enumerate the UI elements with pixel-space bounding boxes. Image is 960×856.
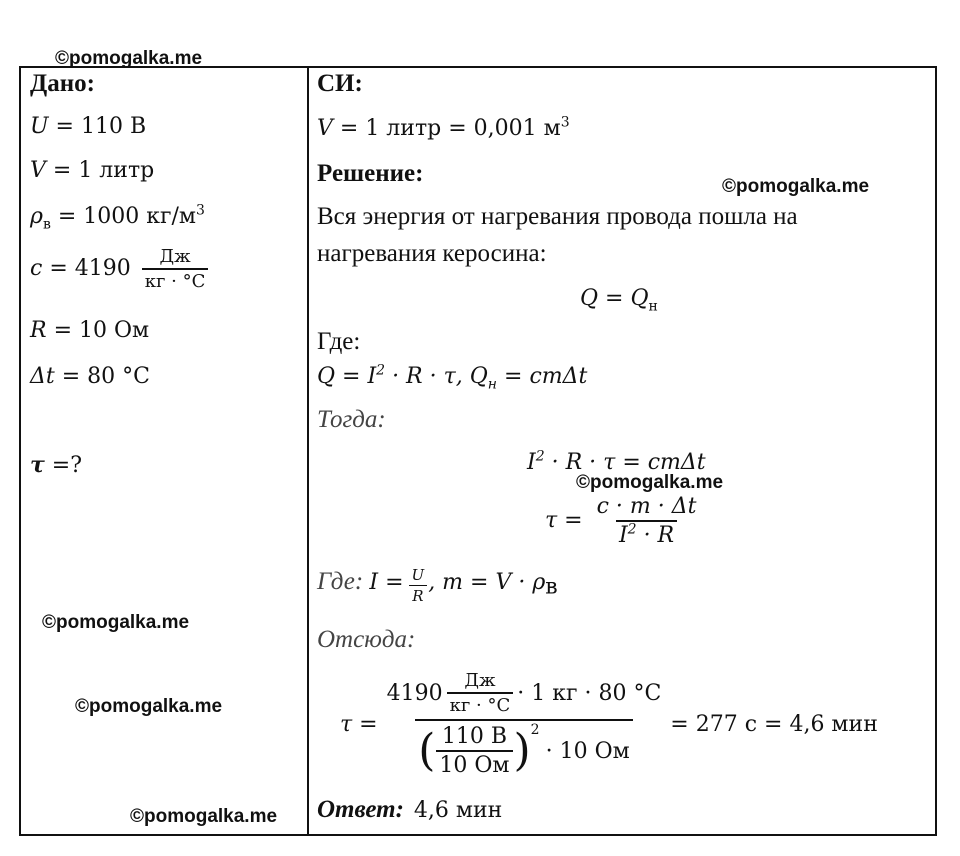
given-header: Дано: [30, 70, 95, 97]
equation-Q-equals-Qn: $Q = Q_н$ [580, 286, 658, 315]
watermark: ©pomogalka.me [75, 696, 223, 717]
watermark: ©pomogalka.me [42, 612, 190, 633]
given-V: V = 1 литр [30, 158, 155, 183]
given-dt: Δt = 80 °С [30, 364, 150, 389]
where-label: Где: [317, 328, 361, 355]
hence-label: Отсюда: [317, 626, 416, 653]
solution-text-line2: нагревания керосина: [317, 240, 547, 267]
equation-heat-formulas: $Q = I^2 \cdot R \cdot \tau$, $Q_н = cm\Delta t$ [317, 362, 588, 393]
si-header: СИ: [317, 70, 363, 97]
solution-text-line1: Вся энергия от нагревания провода пошла на [317, 203, 798, 230]
answer: Ответ: 4,6 мин [317, 796, 503, 823]
find-tau: τ =? [30, 452, 83, 478]
column-divider [307, 66, 309, 836]
solution-header: Решение: [317, 160, 424, 187]
final-calculation: τ = 4190 $\frac{Дж}{кг \cdot ^\circ С}$ · 1 кг · 80 °С ( $\frac{110 В}{10 Ом}$ ) 2 · 10 Ом = 277 с = 4,6 мин [340, 670, 878, 778]
watermark: ©pomogalka.me [722, 176, 870, 197]
equation-tau-formula: τ = $\frac{c \cdot m \cdot \Delta t}{I^2 \cdot R}$ [545, 494, 697, 548]
watermark: ©pomogalka.me [576, 472, 724, 493]
equation-energy-balance: $I^2 \cdot R \cdot \tau = cm\Delta t$ [527, 448, 706, 475]
given-rho: $\rho_в = 1000$ $кг/м^3$ [30, 202, 205, 233]
si-V: V = 1 литр = 0,001 $м^3$ [317, 114, 570, 141]
watermark: ©pomogalka.me [130, 806, 278, 827]
given-c: c = 4190 $\frac{Дж}{кг \cdot ^\circ С}$ [30, 246, 212, 292]
watermark: ©pomogalka.me [55, 48, 203, 69]
given-U: U = 110 В [30, 114, 147, 139]
then-label: Тогда: [317, 406, 386, 433]
given-R: R = 10 Ом [30, 318, 150, 343]
where-current-mass: Где: I = $\frac{U}{R}$ , $m = V \cdot \rho_в$ [317, 566, 558, 605]
